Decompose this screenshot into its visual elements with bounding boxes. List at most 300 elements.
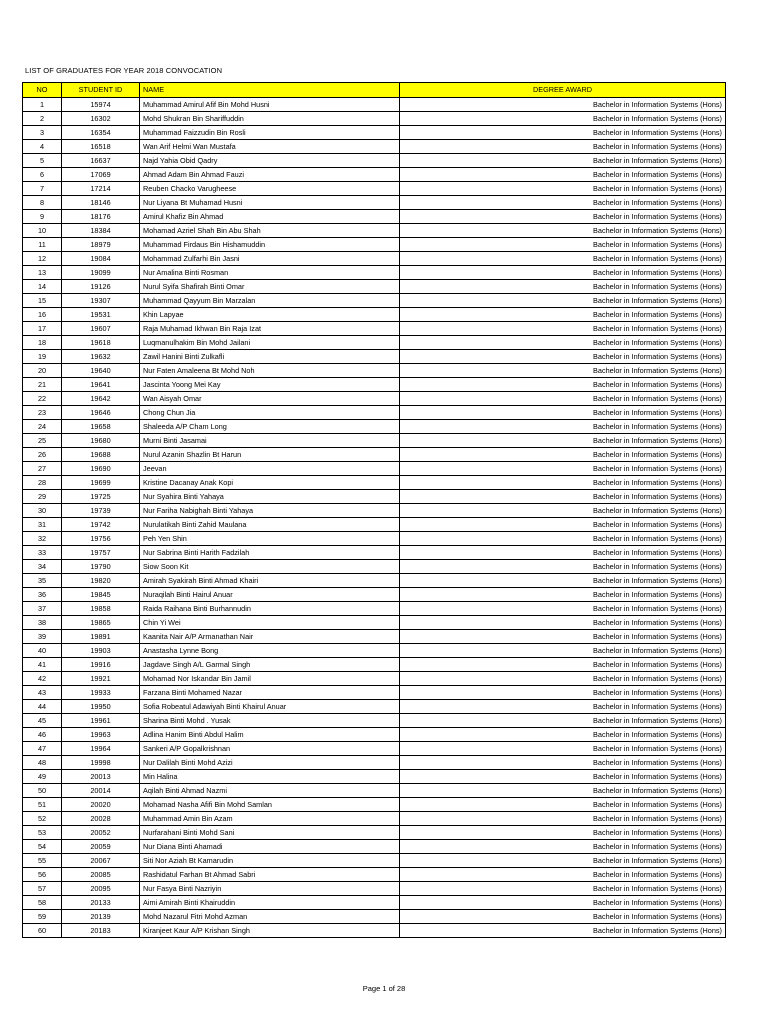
table-row [23,531,726,545]
cell-no: 1 [23,97,62,111]
cell-name: Siti Nor Aziah Bt Kamarudin [140,853,400,867]
cell-no: 42 [23,671,62,685]
cell-no: 18 [23,335,62,349]
cell-no: 15 [23,293,62,307]
table-row [23,125,726,139]
cell-degree-award: Bachelor in Information Systems (Hons) [400,237,726,251]
table-row [23,811,726,825]
cell-no: 59 [23,909,62,923]
table-row [23,909,726,923]
cell-student-id: 20085 [62,867,140,881]
cell-student-id: 19618 [62,335,140,349]
cell-student-id: 18176 [62,209,140,223]
cell-no: 17 [23,321,62,335]
cell-no: 37 [23,601,62,615]
cell-student-id: 17214 [62,181,140,195]
cell-student-id: 19739 [62,503,140,517]
cell-name: Jascinta Yoong Mei Kay [140,377,400,391]
table-row [23,769,726,783]
table-row [23,839,726,853]
cell-name: Luqmanulhakim Bin Mohd Jailani [140,335,400,349]
cell-no: 58 [23,895,62,909]
table-row [23,713,726,727]
cell-no: 36 [23,587,62,601]
table-row [23,153,726,167]
cell-student-id: 19963 [62,727,140,741]
cell-degree-award: Bachelor in Information Systems (Hons) [400,307,726,321]
cell-name: Nurul Azanin Shazlin Bt Harun [140,447,400,461]
cell-degree-award: Bachelor in Information Systems (Hons) [400,419,726,433]
cell-name: Mohd Nazarul Fitri Mohd Azman [140,909,400,923]
cell-name: Nur Fariha Nabighah Binti Yahaya [140,503,400,517]
cell-degree-award: Bachelor in Information Systems (Hons) [400,97,726,111]
cell-no: 10 [23,223,62,237]
cell-degree-award: Bachelor in Information Systems (Hons) [400,111,726,125]
cell-degree-award: Bachelor in Information Systems (Hons) [400,601,726,615]
cell-no: 44 [23,699,62,713]
cell-no: 4 [23,139,62,153]
cell-name: Chong Chun Jia [140,405,400,419]
cell-student-id: 19688 [62,447,140,461]
cell-name: Muhammad Amin Bin Azam [140,811,400,825]
table-row [23,867,726,881]
cell-name: Sofia Robeatul Adawiyah Binti Khairul Anuar [140,699,400,713]
table-body [23,97,726,937]
cell-student-id: 19950 [62,699,140,713]
table-row [23,517,726,531]
cell-student-id: 19903 [62,643,140,657]
cell-degree-award: Bachelor in Information Systems (Hons) [400,377,726,391]
cell-no: 35 [23,573,62,587]
cell-name: Farzana Binti Mohamed Nazar [140,685,400,699]
cell-name: Nurfarahani Binti Mohd Sani [140,825,400,839]
cell-no: 53 [23,825,62,839]
cell-student-id: 19756 [62,531,140,545]
cell-name: Raida Raihana Binti Burhannudin [140,601,400,615]
cell-name: Amirah Syakirah Binti Ahmad Khairi [140,573,400,587]
table-row [23,545,726,559]
table-row [23,307,726,321]
cell-no: 26 [23,447,62,461]
cell-no: 21 [23,377,62,391]
page-title: LIST OF GRADUATES FOR YEAR 2018 CONVOCATION [25,66,223,75]
table-row [23,489,726,503]
cell-degree-award: Bachelor in Information Systems (Hons) [400,363,726,377]
cell-name: Nur Fasya Binti Nazriyin [140,881,400,895]
cell-student-id: 20133 [62,895,140,909]
cell-degree-award: Bachelor in Information Systems (Hons) [400,811,726,825]
table-row [23,391,726,405]
cell-no: 2 [23,111,62,125]
cell-name: Nur Dalilah Binti Mohd Azizi [140,755,400,769]
cell-student-id: 19998 [62,755,140,769]
cell-degree-award: Bachelor in Information Systems (Hons) [400,293,726,307]
table-row [23,685,726,699]
table-row [23,587,726,601]
cell-name: Mohammad Zulfarhi Bin Jasni [140,251,400,265]
table-row [23,461,726,475]
cell-student-id: 20013 [62,769,140,783]
cell-degree-award: Bachelor in Information Systems (Hons) [400,629,726,643]
cell-degree-award: Bachelor in Information Systems (Hons) [400,349,726,363]
cell-degree-award: Bachelor in Information Systems (Hons) [400,685,726,699]
table-row [23,475,726,489]
table-row [23,629,726,643]
table-row [23,363,726,377]
cell-degree-award: Bachelor in Information Systems (Hons) [400,405,726,419]
cell-no: 6 [23,167,62,181]
cell-degree-award: Bachelor in Information Systems (Hons) [400,489,726,503]
cell-name: Mohamad Nasha Afifi Bin Mohd Samlan [140,797,400,811]
cell-no: 51 [23,797,62,811]
cell-degree-award: Bachelor in Information Systems (Hons) [400,671,726,685]
table-row [23,195,726,209]
column-header-degree-award: DEGREE AWARD [400,83,726,98]
cell-degree-award: Bachelor in Information Systems (Hons) [400,517,726,531]
cell-no: 19 [23,349,62,363]
cell-degree-award: Bachelor in Information Systems (Hons) [400,531,726,545]
cell-degree-award: Bachelor in Information Systems (Hons) [400,797,726,811]
cell-student-id: 19658 [62,419,140,433]
cell-name: Aimi Amirah Binti Khairuddin [140,895,400,909]
cell-name: Chin Yi Wei [140,615,400,629]
cell-name: Kristine Dacanay Anak Kopi [140,475,400,489]
cell-student-id: 19642 [62,391,140,405]
cell-name: Jeevan [140,461,400,475]
cell-degree-award: Bachelor in Information Systems (Hons) [400,503,726,517]
cell-no: 45 [23,713,62,727]
cell-no: 30 [23,503,62,517]
cell-name: Adlina Hanim Binti Abdul Halim [140,727,400,741]
cell-student-id: 16354 [62,125,140,139]
cell-student-id: 19921 [62,671,140,685]
table-row [23,111,726,125]
cell-name: Kaanita Nair A/P Armanathan Nair [140,629,400,643]
cell-student-id: 19964 [62,741,140,755]
cell-no: 40 [23,643,62,657]
cell-student-id: 19757 [62,545,140,559]
cell-degree-award: Bachelor in Information Systems (Hons) [400,825,726,839]
table-row [23,615,726,629]
cell-degree-award: Bachelor in Information Systems (Hons) [400,783,726,797]
cell-student-id: 20067 [62,853,140,867]
table-row [23,755,726,769]
cell-name: Nuraqilah Binti Hairul Anuar [140,587,400,601]
table-row [23,181,726,195]
cell-no: 56 [23,867,62,881]
cell-degree-award: Bachelor in Information Systems (Hons) [400,923,726,937]
cell-degree-award: Bachelor in Information Systems (Hons) [400,909,726,923]
cell-degree-award: Bachelor in Information Systems (Hons) [400,559,726,573]
cell-no: 48 [23,755,62,769]
cell-name: Muhammad Firdaus Bin Hishamuddin [140,237,400,251]
cell-degree-award: Bachelor in Information Systems (Hons) [400,741,726,755]
cell-degree-award: Bachelor in Information Systems (Hons) [400,461,726,475]
cell-student-id: 19531 [62,307,140,321]
cell-name: Muhammad Qayyum Bin Marzalan [140,293,400,307]
cell-no: 29 [23,489,62,503]
cell-no: 50 [23,783,62,797]
cell-degree-award: Bachelor in Information Systems (Hons) [400,587,726,601]
cell-degree-award: Bachelor in Information Systems (Hons) [400,881,726,895]
cell-name: Khin Lapyae [140,307,400,321]
cell-no: 47 [23,741,62,755]
cell-degree-award: Bachelor in Information Systems (Hons) [400,853,726,867]
cell-degree-award: Bachelor in Information Systems (Hons) [400,223,726,237]
table-row [23,853,726,867]
cell-no: 24 [23,419,62,433]
cell-name: Wan Arif Helmi Wan Mustafa [140,139,400,153]
cell-degree-award: Bachelor in Information Systems (Hons) [400,727,726,741]
cell-no: 34 [23,559,62,573]
cell-student-id: 19307 [62,293,140,307]
cell-student-id: 19858 [62,601,140,615]
cell-no: 54 [23,839,62,853]
cell-name: Raja Muhamad Ikhwan Bin Raja Izat [140,321,400,335]
cell-degree-award: Bachelor in Information Systems (Hons) [400,139,726,153]
cell-student-id: 20014 [62,783,140,797]
cell-student-id: 19961 [62,713,140,727]
table-row [23,433,726,447]
table-row [23,251,726,265]
table-row [23,265,726,279]
table-row [23,293,726,307]
cell-no: 57 [23,881,62,895]
table-row [23,797,726,811]
cell-no: 32 [23,531,62,545]
cell-student-id: 20183 [62,923,140,937]
table-row [23,559,726,573]
cell-student-id: 19742 [62,517,140,531]
table-row [23,335,726,349]
cell-no: 22 [23,391,62,405]
cell-degree-award: Bachelor in Information Systems (Hons) [400,153,726,167]
table-header-row [23,83,726,98]
cell-name: Muhammad Faizzudin Bin Rosli [140,125,400,139]
cell-degree-award: Bachelor in Information Systems (Hons) [400,475,726,489]
cell-no: 55 [23,853,62,867]
cell-student-id: 18384 [62,223,140,237]
cell-student-id: 20095 [62,881,140,895]
cell-student-id: 15974 [62,97,140,111]
cell-name: Nur Syahira Binti Yahaya [140,489,400,503]
page-number: Page 1 of 28 [362,984,406,993]
column-header-name: NAME [140,83,400,98]
cell-student-id: 20052 [62,825,140,839]
cell-degree-award: Bachelor in Information Systems (Hons) [400,769,726,783]
cell-no: 3 [23,125,62,139]
cell-no: 8 [23,195,62,209]
table-row [23,97,726,111]
cell-no: 46 [23,727,62,741]
cell-degree-award: Bachelor in Information Systems (Hons) [400,713,726,727]
cell-name: Sankeri A/P Gopalkrishnan [140,741,400,755]
cell-no: 9 [23,209,62,223]
table-row [23,699,726,713]
cell-student-id: 18146 [62,195,140,209]
table-row [23,895,726,909]
cell-student-id: 19646 [62,405,140,419]
cell-no: 52 [23,811,62,825]
cell-degree-award: Bachelor in Information Systems (Hons) [400,447,726,461]
table-row [23,405,726,419]
cell-no: 11 [23,237,62,251]
cell-student-id: 19845 [62,587,140,601]
cell-degree-award: Bachelor in Information Systems (Hons) [400,251,726,265]
cell-name: Ahmad Adam Bin Ahmad Fauzi [140,167,400,181]
cell-student-id: 19640 [62,363,140,377]
cell-name: Nur Amalina Binti Rosman [140,265,400,279]
cell-student-id: 19891 [62,629,140,643]
cell-name: Peh Yen Shin [140,531,400,545]
cell-name: Shaleeda A/P Cham Long [140,419,400,433]
cell-name: Murni Binti Jasamai [140,433,400,447]
cell-student-id: 16302 [62,111,140,125]
cell-degree-award: Bachelor in Information Systems (Hons) [400,755,726,769]
cell-student-id: 19680 [62,433,140,447]
cell-degree-award: Bachelor in Information Systems (Hons) [400,265,726,279]
cell-student-id: 19607 [62,321,140,335]
cell-name: Nur Liyana Bt Muhamad Husni [140,195,400,209]
cell-student-id: 20028 [62,811,140,825]
cell-name: Mohamad Nor Iskandar Bin Jamil [140,671,400,685]
cell-name: Kiranjeet Kaur A/P Krishan Singh [140,923,400,937]
cell-degree-award: Bachelor in Information Systems (Hons) [400,545,726,559]
cell-name: Nur Faten Amaleena Bt Mohd Noh [140,363,400,377]
cell-name: Nurulatikah Binti Zahid Maulana [140,517,400,531]
column-header-student-id: STUDENT ID [62,83,140,98]
cell-student-id: 19790 [62,559,140,573]
cell-degree-award: Bachelor in Information Systems (Hons) [400,279,726,293]
cell-no: 60 [23,923,62,937]
cell-student-id: 19126 [62,279,140,293]
cell-degree-award: Bachelor in Information Systems (Hons) [400,321,726,335]
cell-no: 43 [23,685,62,699]
table-row [23,279,726,293]
cell-name: Zawil Hanini Binti Zulkafli [140,349,400,363]
table-row [23,741,726,755]
table-row [23,783,726,797]
table-row [23,419,726,433]
cell-no: 41 [23,657,62,671]
cell-degree-award: Bachelor in Information Systems (Hons) [400,867,726,881]
cell-student-id: 19099 [62,265,140,279]
cell-student-id: 19865 [62,615,140,629]
cell-degree-award: Bachelor in Information Systems (Hons) [400,391,726,405]
cell-student-id: 16637 [62,153,140,167]
cell-name: Wan Aisyah Omar [140,391,400,405]
cell-no: 23 [23,405,62,419]
table-row [23,923,726,937]
cell-degree-award: Bachelor in Information Systems (Hons) [400,195,726,209]
cell-student-id: 19916 [62,657,140,671]
cell-degree-award: Bachelor in Information Systems (Hons) [400,657,726,671]
cell-student-id: 19632 [62,349,140,363]
cell-degree-award: Bachelor in Information Systems (Hons) [400,181,726,195]
cell-name: Aqilah Binti Ahmad Nazmi [140,783,400,797]
cell-degree-award: Bachelor in Information Systems (Hons) [400,167,726,181]
cell-name: Siow Soon Kit [140,559,400,573]
cell-no: 5 [23,153,62,167]
cell-student-id: 16518 [62,139,140,153]
table-row [23,223,726,237]
table-row [23,601,726,615]
table-row [23,573,726,587]
cell-degree-award: Bachelor in Information Systems (Hons) [400,433,726,447]
cell-student-id: 19690 [62,461,140,475]
cell-student-id: 19084 [62,251,140,265]
cell-name: Min Halina [140,769,400,783]
column-header-no: NO [23,83,62,98]
table-row [23,209,726,223]
table-row [23,321,726,335]
cell-name: Nur Sabrina Binti Harith Fadzilah [140,545,400,559]
cell-degree-award: Bachelor in Information Systems (Hons) [400,209,726,223]
cell-no: 27 [23,461,62,475]
cell-no: 28 [23,475,62,489]
cell-no: 13 [23,265,62,279]
cell-student-id: 19641 [62,377,140,391]
table-row [23,671,726,685]
cell-student-id: 20139 [62,909,140,923]
cell-degree-award: Bachelor in Information Systems (Hons) [400,335,726,349]
cell-student-id: 19725 [62,489,140,503]
cell-no: 49 [23,769,62,783]
cell-name: Mohd Shukran Bin Shariffuddin [140,111,400,125]
cell-name: Anastasha Lynne Bong [140,643,400,657]
table-row [23,881,726,895]
cell-name: Muhammad Amirul Afif Bin Mohd Husni [140,97,400,111]
cell-no: 16 [23,307,62,321]
table-row [23,237,726,251]
cell-name: Reuben Chacko Varugheese [140,181,400,195]
cell-student-id: 17069 [62,167,140,181]
cell-no: 39 [23,629,62,643]
cell-no: 20 [23,363,62,377]
cell-degree-award: Bachelor in Information Systems (Hons) [400,895,726,909]
cell-name: Najd Yahia Obid Qadry [140,153,400,167]
cell-name: Jagdave Singh A/L Garmal Singh [140,657,400,671]
cell-student-id: 19820 [62,573,140,587]
cell-no: 38 [23,615,62,629]
cell-name: Nur Diana Binti Ahamadi [140,839,400,853]
cell-name: Nurul Syifa Shafirah Binti Omar [140,279,400,293]
table-row [23,349,726,363]
cell-student-id: 19933 [62,685,140,699]
cell-degree-award: Bachelor in Information Systems (Hons) [400,839,726,853]
cell-no: 7 [23,181,62,195]
table-row [23,643,726,657]
table-row [23,377,726,391]
cell-student-id: 18979 [62,237,140,251]
table-row [23,657,726,671]
cell-name: Amirul Khafiz Bin Ahmad [140,209,400,223]
cell-degree-award: Bachelor in Information Systems (Hons) [400,615,726,629]
table-row [23,503,726,517]
cell-student-id: 19699 [62,475,140,489]
cell-no: 33 [23,545,62,559]
graduates-table [22,82,726,938]
table-row [23,825,726,839]
cell-degree-award: Bachelor in Information Systems (Hons) [400,573,726,587]
cell-no: 25 [23,433,62,447]
cell-degree-award: Bachelor in Information Systems (Hons) [400,699,726,713]
table-row [23,447,726,461]
cell-no: 12 [23,251,62,265]
table-row [23,167,726,181]
table-row [23,727,726,741]
cell-degree-award: Bachelor in Information Systems (Hons) [400,643,726,657]
